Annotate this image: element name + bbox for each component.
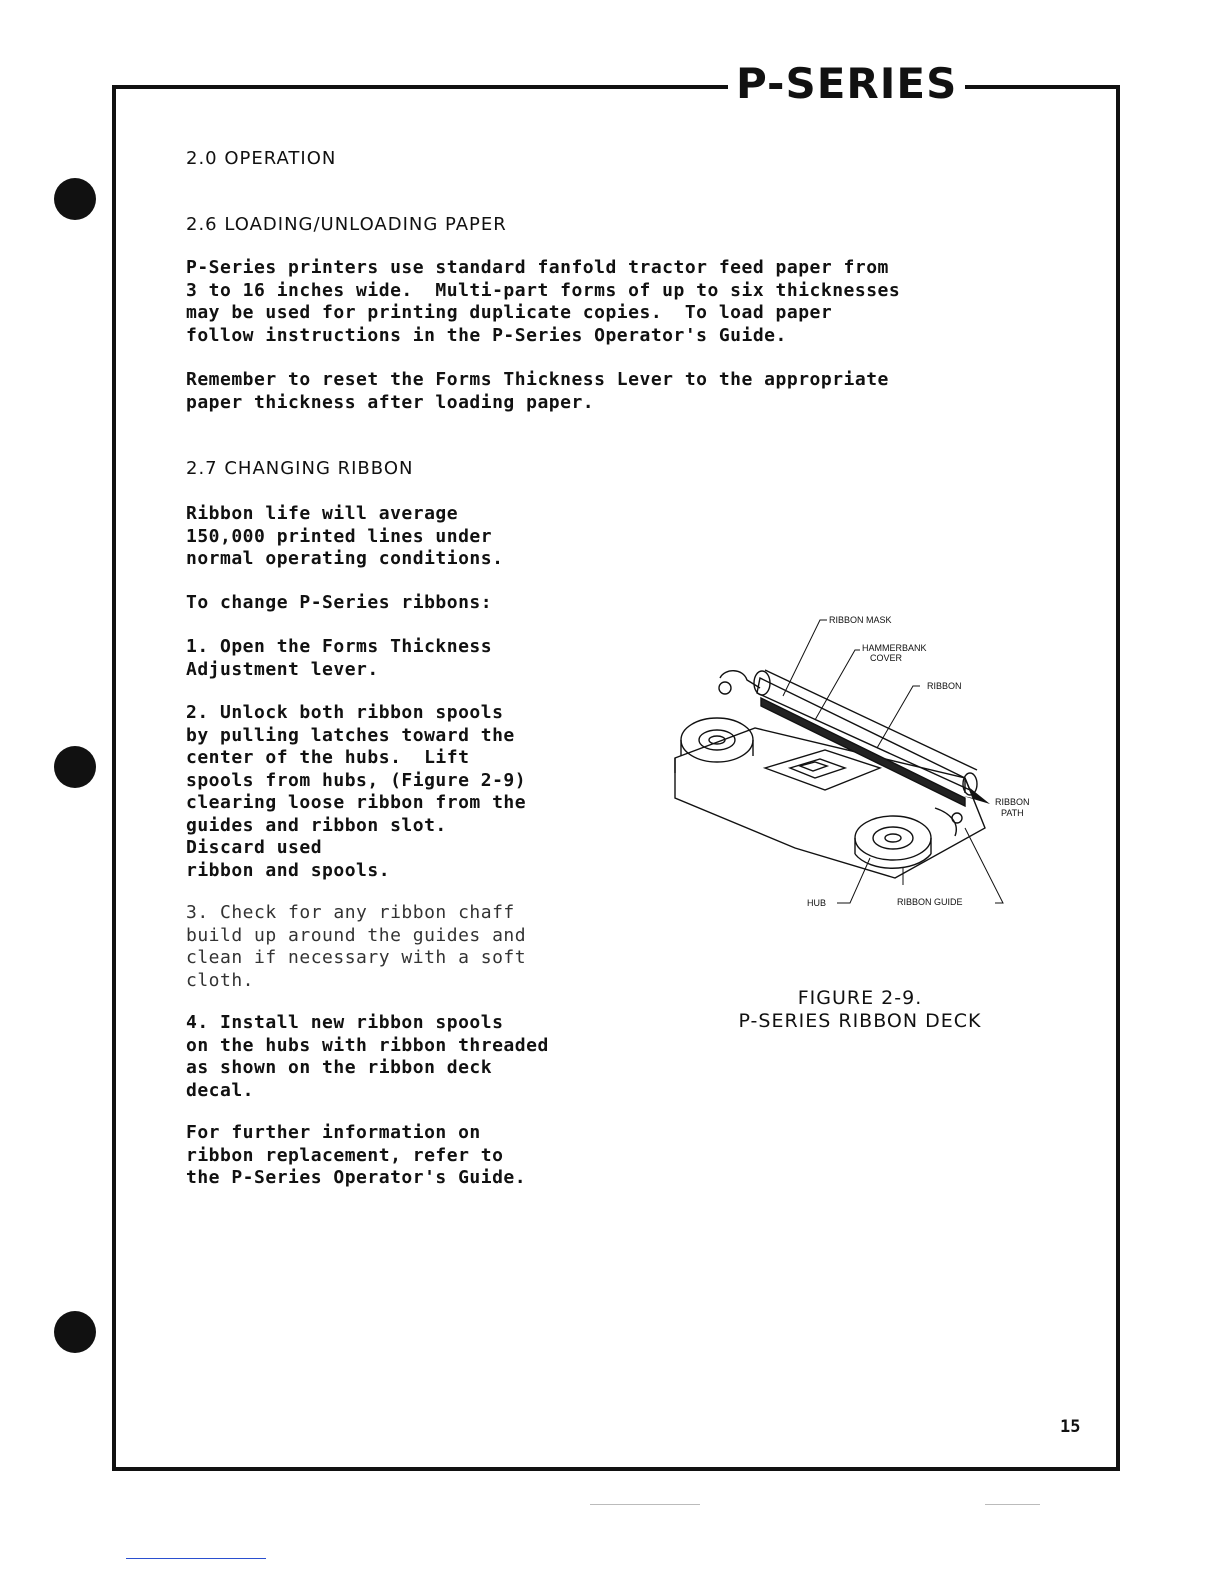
step-3: 3. Check for any ribbon chaff build up around the guides and clean if necessary with a soft cloth. bbox=[186, 902, 527, 991]
paragraph-paper-reminder: Remember to reset the Forms Thickness Lever to the appropriate paper thickness after loading paper. bbox=[186, 369, 889, 413]
scan-artifact-line bbox=[126, 1558, 266, 1559]
step-2: 2. Unlock both ribbon spools by pulling latches toward the center of the hubs. Lift spools from hubs, (Figure 2-9) clearing loose ribbon from the guides and ribbon slot. Discard used ribbon and spools. bbox=[186, 702, 527, 881]
label-ribbon-path-1: RIBBON bbox=[995, 797, 1030, 807]
label-ribbon-mask: RIBBON MASK bbox=[829, 615, 892, 625]
step-1: 1. Open the Forms Thickness Adjustment lever. bbox=[186, 636, 493, 680]
hammerbank-cover-shape bbox=[757, 678, 970, 790]
leader-ribbon-mask bbox=[783, 620, 827, 696]
label-ribbon-guide: RIBBON GUIDE bbox=[897, 897, 963, 907]
deck-base-outline bbox=[675, 728, 985, 878]
paragraph-ribbon-life: Ribbon life will average 150,000 printed lines under normal operating conditions. bbox=[186, 503, 504, 569]
label-cover: COVER bbox=[870, 653, 903, 663]
label-hammerbank: HAMMERBANK bbox=[862, 643, 927, 653]
leader-hub bbox=[837, 858, 870, 903]
paragraph-paper-description: P-Series printers use standard fanfold tractor feed paper from 3 to 16 inches wide. Multi-part forms of up to six thicknesses may be used for printing duplicate copies. To load paper follow instructions in the P-Series Operator's Guide. bbox=[186, 257, 901, 346]
figure-caption-number: FIGURE 2-9. bbox=[797, 987, 923, 1009]
step-4: 4. Install new ribbon spools on the hubs with ribbon threaded as shown on the ribbon deck decal. bbox=[186, 1012, 549, 1101]
left-spool-shape bbox=[681, 718, 753, 762]
leader-ribbon-guide-right bbox=[965, 828, 1003, 903]
scan-artifact-dash bbox=[590, 1504, 700, 1505]
label-ribbon-path-2: PATH bbox=[1001, 808, 1024, 818]
leader-hammerbank-cover bbox=[815, 650, 860, 720]
page-header-title: P-SERIES bbox=[728, 56, 965, 112]
section-heading-loading-paper: 2.6 LOADING/UNLOADING PAPER bbox=[186, 214, 507, 235]
paragraph-ribbon-lead: To change P-Series ribbons: bbox=[186, 592, 493, 613]
page-number: 15 bbox=[1060, 1417, 1081, 1437]
section-heading-changing-ribbon: 2.7 CHANGING RIBBON bbox=[186, 458, 414, 479]
label-hub: HUB bbox=[807, 898, 827, 908]
ribbon-path-arrow bbox=[963, 788, 990, 804]
paragraph-further-info: For further information on ribbon replacement, refer to the P-Series Operator's Guide. bbox=[186, 1122, 527, 1188]
binder-hole-top bbox=[54, 178, 96, 220]
binder-hole-middle bbox=[54, 746, 96, 788]
ribbon-mask-shape bbox=[761, 698, 965, 806]
section-heading-operation: 2.0 OPERATION bbox=[186, 148, 337, 169]
scan-artifact-dash bbox=[985, 1504, 1040, 1505]
binder-hole-bottom bbox=[54, 1311, 96, 1353]
figure-caption-title: P-SERIES RIBBON DECK bbox=[738, 1010, 982, 1032]
right-spool-shape bbox=[855, 816, 931, 860]
ribbon-deck-figure bbox=[665, 608, 1055, 913]
label-ribbon: RIBBON bbox=[927, 681, 962, 691]
